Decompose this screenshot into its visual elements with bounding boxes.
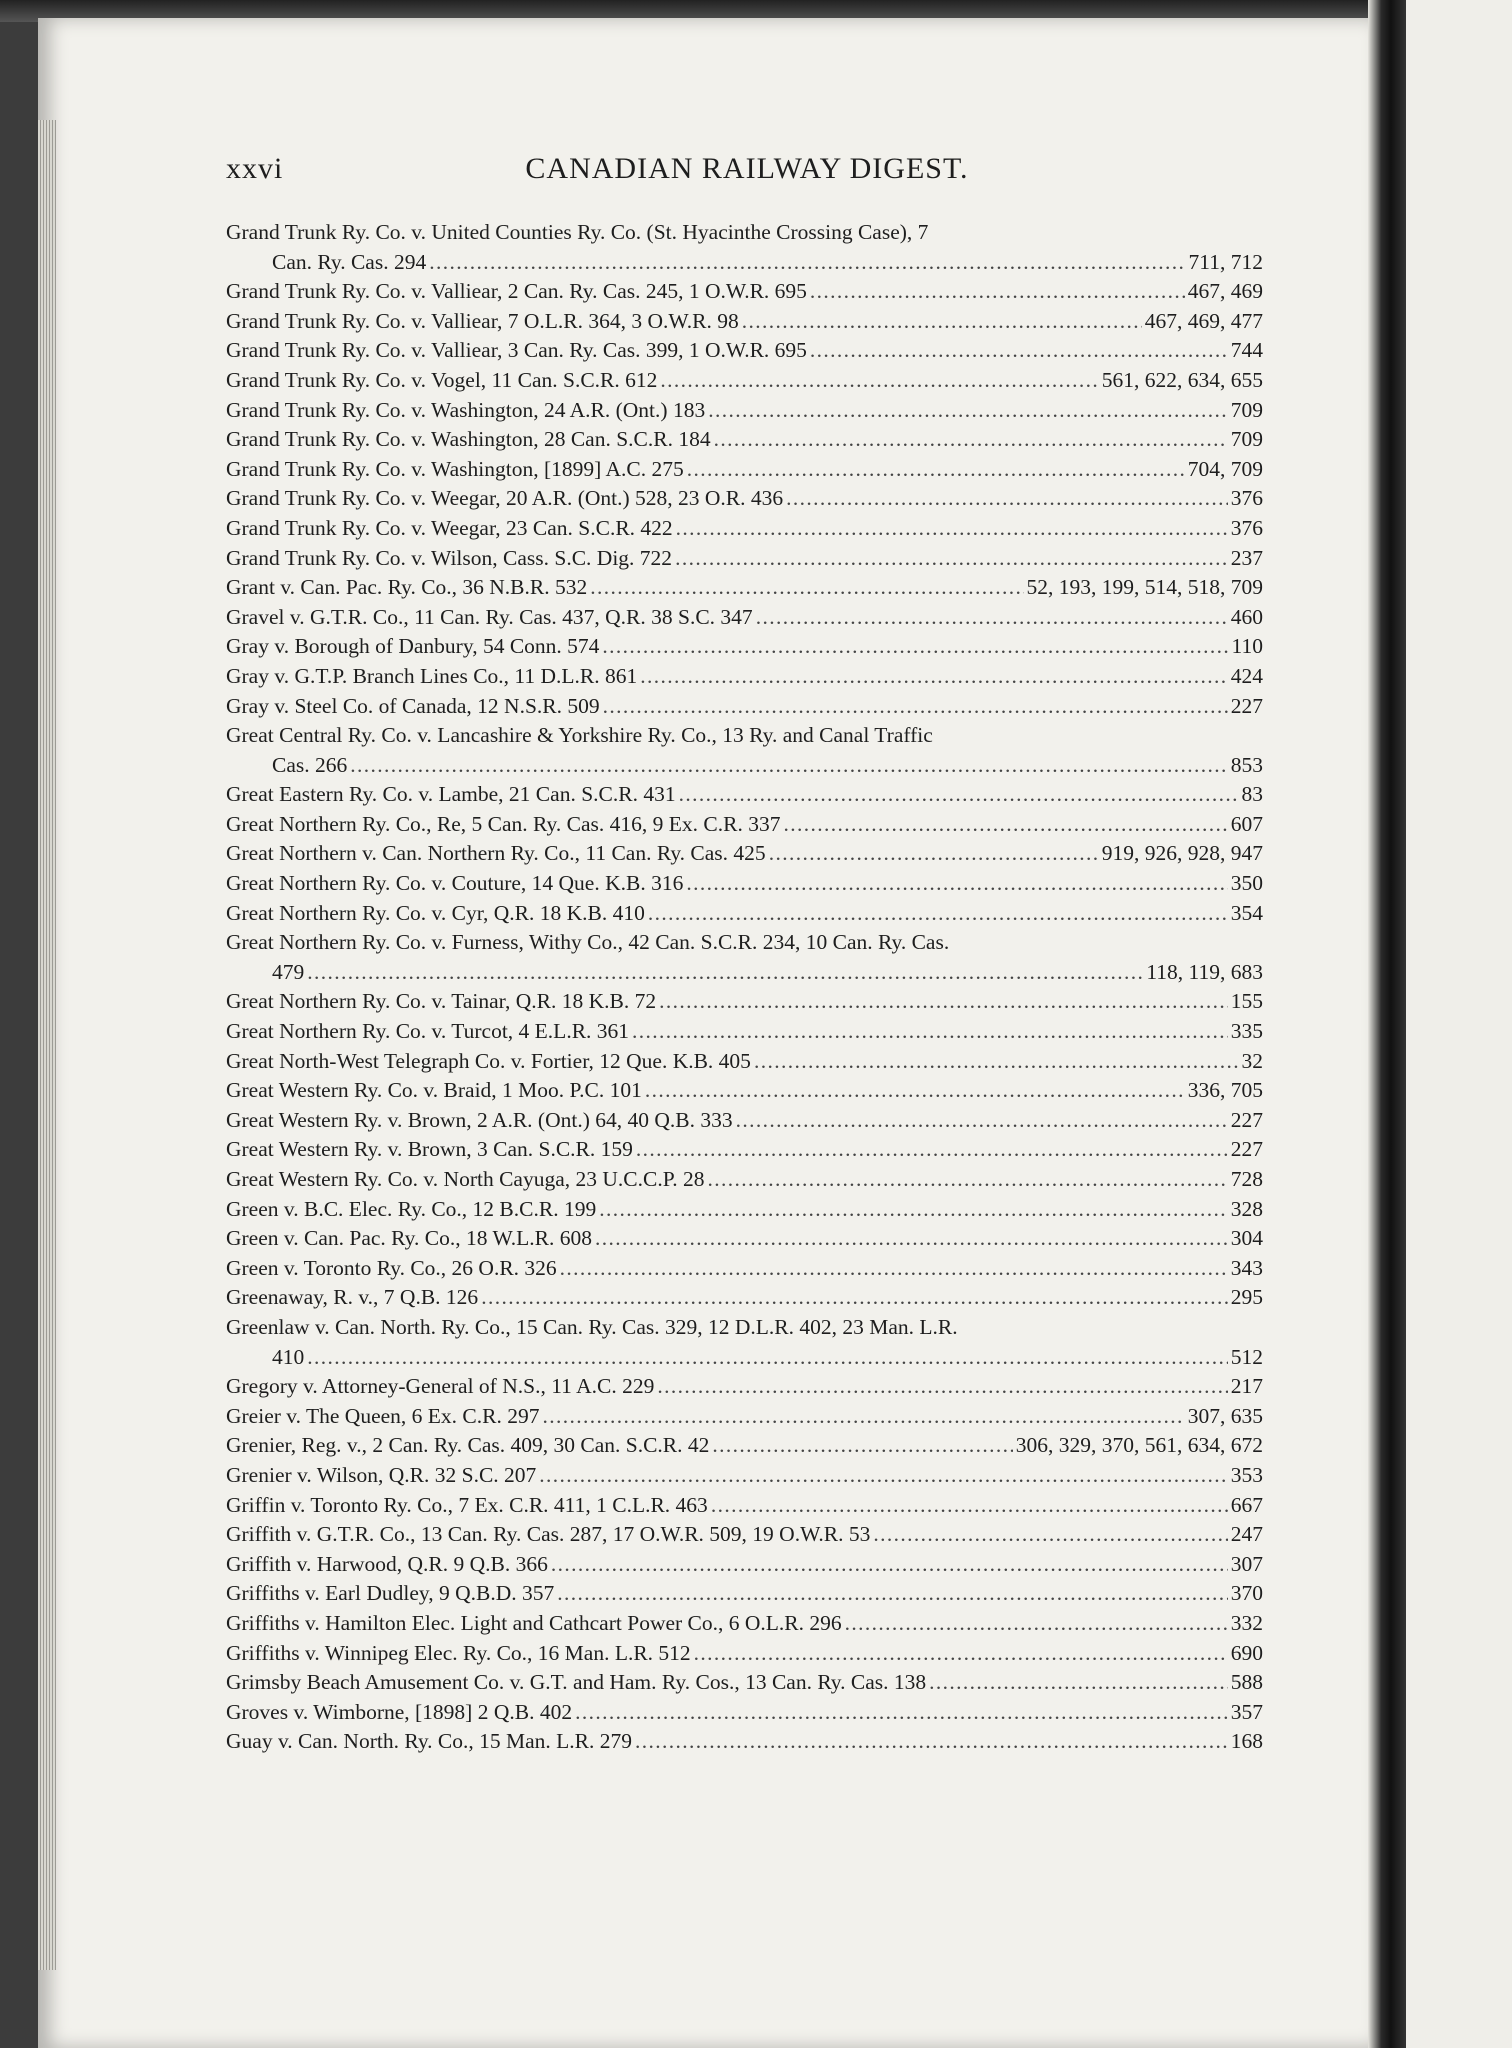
entry-line	[226, 1520, 1263, 1550]
dot-leader	[736, 1106, 1228, 1136]
facing-page	[1406, 0, 1512, 2048]
index-entry	[226, 1135, 1263, 1165]
page-references: 332	[1230, 1610, 1263, 1635]
dot-leader	[708, 1165, 1228, 1195]
page-references: 467, 469, 477	[1144, 308, 1263, 333]
case-citation: Grenier, Reg. v., 2 Can. Ry. Cas. 409, 30 Can. S.C.R. 42	[226, 1433, 710, 1458]
dot-leader	[602, 632, 1228, 662]
dot-leader	[708, 396, 1228, 426]
page-references: 304	[1230, 1226, 1263, 1251]
entry-line	[226, 662, 1263, 692]
entry-line	[226, 1639, 1263, 1669]
page-references: 83	[1241, 782, 1263, 807]
case-citation: Great Northern Ry. Co. v. Tainar, Q.R. 18 K.B. 72	[226, 989, 657, 1014]
dot-leader	[575, 1698, 1228, 1728]
case-citation: Grand Trunk Ry. Co. v. Wilson, Cass. S.C. Dig. 722	[226, 545, 673, 570]
index-entry	[226, 810, 1263, 840]
index-entry	[226, 899, 1263, 929]
dot-leader	[657, 1372, 1227, 1402]
running-title: CANADIAN RAILWAY DIGEST.	[525, 152, 969, 185]
book-gutter	[1368, 0, 1406, 2048]
dot-leader	[595, 1224, 1228, 1254]
dot-leader	[557, 1579, 1228, 1609]
page-references: 370	[1230, 1581, 1263, 1606]
case-citation: Grenier v. Wilson, Q.R. 32 S.C. 207	[226, 1462, 537, 1487]
dot-leader	[742, 307, 1142, 337]
index-entry	[226, 1076, 1263, 1106]
index-entry	[226, 1520, 1263, 1550]
entry-line	[226, 1727, 1263, 1757]
page-references: 32	[1241, 1048, 1263, 1073]
index-entry	[226, 1698, 1263, 1728]
page-references: 467, 469	[1187, 279, 1263, 304]
case-citation: Great Western Ry. Co. v. Braid, 1 Moo. P.C. 101	[226, 1078, 642, 1103]
entry-line	[226, 869, 1263, 899]
entry-line	[226, 1254, 1263, 1284]
case-citation: Great Eastern Ry. Co. v. Lambe, 21 Can. S.C.R. 431	[226, 782, 676, 807]
dot-leader	[756, 603, 1228, 633]
case-citation: Greenaway, R. v., 7 Q.B. 126	[226, 1285, 479, 1310]
dot-leader	[635, 1727, 1228, 1757]
index-entry	[226, 396, 1263, 426]
entry-line	[226, 1609, 1263, 1639]
index-entry	[226, 1461, 1263, 1491]
page-edges	[38, 120, 56, 1970]
index-entry	[226, 869, 1263, 899]
entry-line	[226, 1076, 1263, 1106]
entry-line	[226, 1579, 1263, 1609]
dot-leader	[694, 1639, 1228, 1669]
index-entry	[226, 455, 1263, 485]
index-entry	[226, 632, 1263, 662]
dot-leader	[711, 1491, 1228, 1521]
index-entry	[226, 277, 1263, 307]
case-citation: 479	[272, 959, 305, 984]
index-entry	[226, 662, 1263, 692]
entry-line	[226, 603, 1263, 633]
entry-line	[226, 425, 1263, 455]
dot-leader	[648, 899, 1228, 929]
case-citation: Great Northern Ry. Co., Re, 5 Can. Ry. Cas. 416, 9 Ex. C.R. 337	[226, 811, 781, 836]
case-citation: Greier v. The Queen, 6 Ex. C.R. 297	[226, 1403, 540, 1428]
case-citation: Gray v. Steel Co. of Canada, 12 N.S.R. 509	[226, 693, 600, 718]
page-references: 227	[1230, 1107, 1263, 1132]
case-citation: Gregory v. Attorney-General of N.S., 11 A.C. 229	[226, 1374, 655, 1399]
dot-leader	[603, 692, 1228, 722]
dot-leader	[783, 810, 1227, 840]
dot-leader	[429, 248, 1185, 278]
case-citation: Groves v. Wimborne, [1898] 2 Q.B. 402	[226, 1699, 573, 1724]
entry-line	[226, 1402, 1263, 1432]
case-citation: Grand Trunk Ry. Co. v. Weegar, 20 A.R. (Ont.) 528, 23 O.R. 436	[226, 486, 784, 511]
entry-line	[226, 987, 1263, 1017]
dot-leader	[481, 1283, 1228, 1313]
entry-line	[226, 928, 1263, 958]
case-citation: Great Central Ry. Co. v. Lancashire & Yorkshire Ry. Co., 13 Ry. and Canal Traffic	[226, 723, 933, 748]
index-entry	[226, 425, 1263, 455]
dot-leader	[640, 662, 1228, 692]
index-entry	[226, 336, 1263, 366]
page-references: 227	[1230, 693, 1263, 718]
index-entry	[226, 603, 1263, 633]
dot-leader	[687, 455, 1185, 485]
dot-leader	[675, 544, 1228, 574]
index-entry	[226, 1195, 1263, 1225]
case-citation: 410	[272, 1344, 305, 1369]
case-citation: Griffiths v. Earl Dudley, 9 Q.B.D. 357	[226, 1581, 555, 1606]
page-references: 512	[1230, 1344, 1263, 1369]
entry-line	[226, 1135, 1263, 1165]
entry-line	[226, 810, 1263, 840]
dot-leader	[539, 1461, 1227, 1491]
dot-leader	[660, 366, 1098, 396]
index-entry	[226, 573, 1263, 603]
entry-line	[226, 1195, 1263, 1225]
case-citation: Grand Trunk Ry. Co. v. Washington, 28 Can. S.C.R. 184	[226, 427, 711, 452]
page-references: 110	[1231, 634, 1263, 659]
page-references: 376	[1230, 486, 1263, 511]
index-entry	[226, 1372, 1263, 1402]
case-citation: Guay v. Can. North. Ry. Co., 15 Man. L.R. 279	[226, 1729, 633, 1754]
dot-leader	[551, 1550, 1228, 1580]
index-entry	[226, 1254, 1263, 1284]
page-references: 460	[1230, 604, 1263, 629]
case-citation: Grand Trunk Ry. Co. v. Valliear, 3 Can. Ry. Cas. 399, 1 O.W.R. 695	[226, 338, 807, 363]
case-citation: Grand Trunk Ry. Co. v. Valliear, 2 Can. Ry. Cas. 245, 1 O.W.R. 695	[226, 279, 807, 304]
dot-leader	[714, 425, 1228, 455]
index-entry	[226, 692, 1263, 722]
dot-leader	[307, 1343, 1228, 1373]
index-entry	[226, 366, 1263, 396]
entry-line	[226, 1668, 1263, 1698]
index-entry	[226, 1727, 1263, 1757]
page-references: 217	[1230, 1374, 1263, 1399]
entry-line	[226, 721, 1263, 751]
index-entry	[226, 1165, 1263, 1195]
page-references: 728	[1230, 1167, 1263, 1191]
dot-leader	[676, 514, 1228, 544]
entry-line	[226, 1283, 1263, 1313]
index-entry	[226, 1668, 1263, 1698]
entry-line	[226, 1343, 1263, 1373]
page-references: 711, 712	[1188, 249, 1263, 274]
dot-leader	[686, 869, 1227, 899]
dot-leader	[632, 1017, 1228, 1047]
page-references: 424	[1230, 663, 1263, 688]
index-entry	[226, 928, 1263, 987]
entry-line	[226, 484, 1263, 514]
entry-line	[226, 455, 1263, 485]
index-entry	[226, 1017, 1263, 1047]
page-references: 704, 709	[1187, 456, 1263, 481]
dot-leader	[636, 1135, 1228, 1165]
case-citation: Greenlaw v. Can. North. Ry. Co., 15 Can. Ry. Cas. 329, 12 D.L.R. 402, 23 Man. L.R.	[226, 1314, 958, 1339]
page-references: 307, 635	[1187, 1403, 1263, 1428]
dot-leader	[929, 1668, 1228, 1698]
page-references: 354	[1230, 900, 1263, 925]
entry-line	[226, 1017, 1263, 1047]
index-entry	[226, 218, 1263, 277]
page-header	[226, 152, 1268, 196]
case-citation: Griffin v. Toronto Ry. Co., 7 Ex. C.R. 411, 1 C.L.R. 463	[226, 1492, 708, 1517]
entry-line	[226, 1550, 1263, 1580]
page-references: 744	[1230, 338, 1263, 363]
page-references: 588	[1230, 1670, 1263, 1695]
page-references: 353	[1230, 1462, 1263, 1487]
case-citation: Gray v. G.T.P. Branch Lines Co., 11 D.L.R. 861	[226, 663, 638, 688]
entry-line	[226, 1313, 1263, 1343]
entry-line	[226, 573, 1263, 603]
entry-line	[226, 1372, 1263, 1402]
index-entry	[226, 1283, 1263, 1313]
index-entry	[226, 1639, 1263, 1669]
dot-leader	[845, 1609, 1228, 1639]
case-citation: Grand Trunk Ry. Co. v. Vogel, 11 Can. S.C.R. 612	[226, 367, 658, 392]
case-citation: Great North-West Telegraph Co. v. Fortier, 12 Que. K.B. 405	[226, 1048, 751, 1073]
entry-line	[226, 248, 1263, 278]
page-references: 357	[1230, 1699, 1263, 1724]
entry-line	[226, 1165, 1263, 1195]
entry-line	[226, 277, 1263, 307]
case-citation: Griffith v. Harwood, Q.R. 9 Q.B. 366	[226, 1551, 548, 1576]
page-references: 328	[1230, 1196, 1263, 1221]
case-citation: Griffiths v. Hamilton Elec. Light and Cathcart Power Co., 6 O.L.R. 296	[226, 1610, 842, 1635]
dot-leader	[810, 277, 1185, 307]
entry-line	[226, 899, 1263, 929]
case-citation: Great Northern Ry. Co. v. Furness, Withy Co., 42 Can. S.C.R. 234, 10 Can. Ry. Cas.	[226, 930, 950, 955]
case-citation: Green v. Toronto Ry. Co., 26 O.R. 326	[226, 1255, 557, 1280]
page-references: 709	[1230, 427, 1263, 452]
dot-leader	[599, 1195, 1228, 1225]
case-citation: Great Northern Ry. Co. v. Turcot, 4 E.L.R. 361	[226, 1019, 630, 1044]
entry-line	[226, 632, 1263, 662]
case-citation: Great Western Ry. v. Brown, 3 Can. S.C.R. 159	[226, 1137, 633, 1162]
dot-leader	[350, 751, 1228, 781]
entry-line	[226, 1224, 1263, 1254]
entry-line	[226, 218, 1263, 248]
case-index-list	[226, 218, 1263, 1757]
case-citation: Can. Ry. Cas. 294	[272, 249, 427, 274]
index-entry	[226, 514, 1263, 544]
case-citation: Great Northern Ry. Co. v. Cyr, Q.R. 18 K.B. 410	[226, 900, 645, 925]
page-references: 919, 926, 928, 947	[1101, 841, 1263, 866]
index-entry	[226, 1224, 1263, 1254]
entry-line	[226, 751, 1263, 781]
index-entry	[226, 780, 1263, 810]
index-entry	[226, 1106, 1263, 1136]
index-entry	[226, 484, 1263, 514]
dot-leader	[679, 780, 1239, 810]
page-references: 343	[1230, 1255, 1263, 1280]
case-citation: Grant v. Can. Pac. Ry. Co., 36 N.B.R. 532	[226, 575, 588, 600]
case-citation: Griffiths v. Winnipeg Elec. Ry. Co., 16 Man. L.R. 512	[226, 1640, 691, 1665]
dot-leader	[769, 839, 1099, 869]
entry-line	[226, 366, 1263, 396]
dot-leader	[810, 336, 1228, 366]
entry-line	[226, 780, 1263, 810]
entry-line	[226, 514, 1263, 544]
index-entry	[226, 307, 1263, 337]
dot-leader	[645, 1076, 1185, 1106]
index-entry	[226, 1431, 1263, 1461]
dot-leader	[873, 1520, 1227, 1550]
page-references: 247	[1230, 1522, 1263, 1547]
page-references: 118, 119, 683	[1146, 959, 1263, 984]
page-references: 168	[1230, 1729, 1263, 1754]
entry-line	[226, 1698, 1263, 1728]
case-citation: Grand Trunk Ry. Co. v. Valliear, 7 O.L.R. 364, 3 O.W.R. 98	[226, 308, 739, 333]
page-references: 306, 329, 370, 561, 634, 672	[1015, 1433, 1263, 1458]
dot-leader	[712, 1431, 1012, 1461]
page-references: 295	[1230, 1285, 1263, 1310]
page-references: 607	[1230, 811, 1263, 836]
index-entry	[226, 1550, 1263, 1580]
page-references: 335	[1230, 1019, 1263, 1044]
entry-line	[226, 692, 1263, 722]
page-references: 237	[1230, 545, 1263, 570]
case-citation: Great Northern v. Can. Northern Ry. Co., 11 Can. Ry. Cas. 425	[226, 841, 766, 866]
case-citation: Grand Trunk Ry. Co. v. Washington, 24 A.R. (Ont.) 183	[226, 397, 706, 422]
case-citation: Great Northern Ry. Co. v. Couture, 14 Que. K.B. 316	[226, 871, 684, 896]
entry-line	[226, 396, 1263, 426]
page-references: 350	[1230, 871, 1263, 896]
entry-line	[226, 307, 1263, 337]
entry-line	[226, 1047, 1263, 1077]
dot-leader	[590, 573, 1023, 603]
case-citation: Gravel v. G.T.R. Co., 11 Can. Ry. Cas. 437, Q.R. 38 S.C. 347	[226, 604, 753, 629]
case-citation: Gray v. Borough of Danbury, 54 Conn. 574	[226, 634, 600, 659]
page-references: 690	[1230, 1640, 1263, 1665]
page-references: 307	[1230, 1551, 1263, 1576]
dot-leader	[754, 1047, 1239, 1077]
case-citation: Green v. Can. Pac. Ry. Co., 18 W.L.R. 608	[226, 1226, 593, 1251]
case-citation: Grand Trunk Ry. Co. v. United Counties Ry. Co. (St. Hyacinthe Crossing Case), 7	[226, 220, 929, 244]
dot-leader	[542, 1402, 1184, 1432]
entry-line	[226, 839, 1263, 869]
index-entry	[226, 1579, 1263, 1609]
page-references: 667	[1230, 1492, 1263, 1517]
page-references: 227	[1230, 1137, 1263, 1162]
page-references: 336, 705	[1187, 1078, 1263, 1103]
page-references: 853	[1230, 752, 1263, 777]
page-references: 155	[1230, 989, 1263, 1014]
case-citation: Great Western Ry. Co. v. North Cayuga, 23 U.C.C.P. 28	[226, 1167, 705, 1191]
case-citation: Green v. B.C. Elec. Ry. Co., 12 B.C.R. 199	[226, 1196, 597, 1221]
index-entry	[226, 721, 1263, 780]
index-entry	[226, 987, 1263, 1017]
page-references: 52, 193, 199, 514, 518, 709	[1026, 575, 1263, 600]
index-entry	[226, 1402, 1263, 1432]
entry-line	[226, 958, 1263, 988]
entry-line	[226, 544, 1263, 574]
index-entry	[226, 544, 1263, 574]
page-number: xxvi	[226, 152, 284, 185]
page-references: 376	[1230, 515, 1263, 540]
case-citation: Cas. 266	[272, 752, 348, 777]
dot-leader	[560, 1254, 1228, 1284]
index-entry	[226, 1047, 1263, 1077]
entry-line	[226, 1431, 1263, 1461]
dot-leader	[659, 987, 1228, 1017]
case-citation: Grimsby Beach Amusement Co. v. G.T. and Ham. Ry. Cos., 13 Can. Ry. Cas. 138	[226, 1670, 927, 1695]
page-references: 561, 622, 634, 655	[1101, 367, 1263, 392]
case-citation: Grand Trunk Ry. Co. v. Washington, [1899] A.C. 275	[226, 456, 684, 481]
entry-line	[226, 336, 1263, 366]
index-entry	[226, 1491, 1263, 1521]
index-entry	[226, 1313, 1263, 1372]
case-citation: Griffith v. G.T.R. Co., 13 Can. Ry. Cas. 287, 17 O.W.R. 509, 19 O.W.R. 53	[226, 1522, 871, 1547]
page-references: 709	[1230, 397, 1263, 422]
entry-line	[226, 1106, 1263, 1136]
case-citation: Grand Trunk Ry. Co. v. Weegar, 23 Can. S.C.R. 422	[226, 515, 673, 540]
index-entry	[226, 1609, 1263, 1639]
dot-leader	[307, 958, 1143, 988]
entry-line	[226, 1461, 1263, 1491]
dot-leader	[786, 484, 1228, 514]
entry-line	[226, 1491, 1263, 1521]
index-entry	[226, 839, 1263, 869]
case-citation: Great Western Ry. v. Brown, 2 A.R. (Ont.) 64, 40 Q.B. 333	[226, 1107, 733, 1132]
